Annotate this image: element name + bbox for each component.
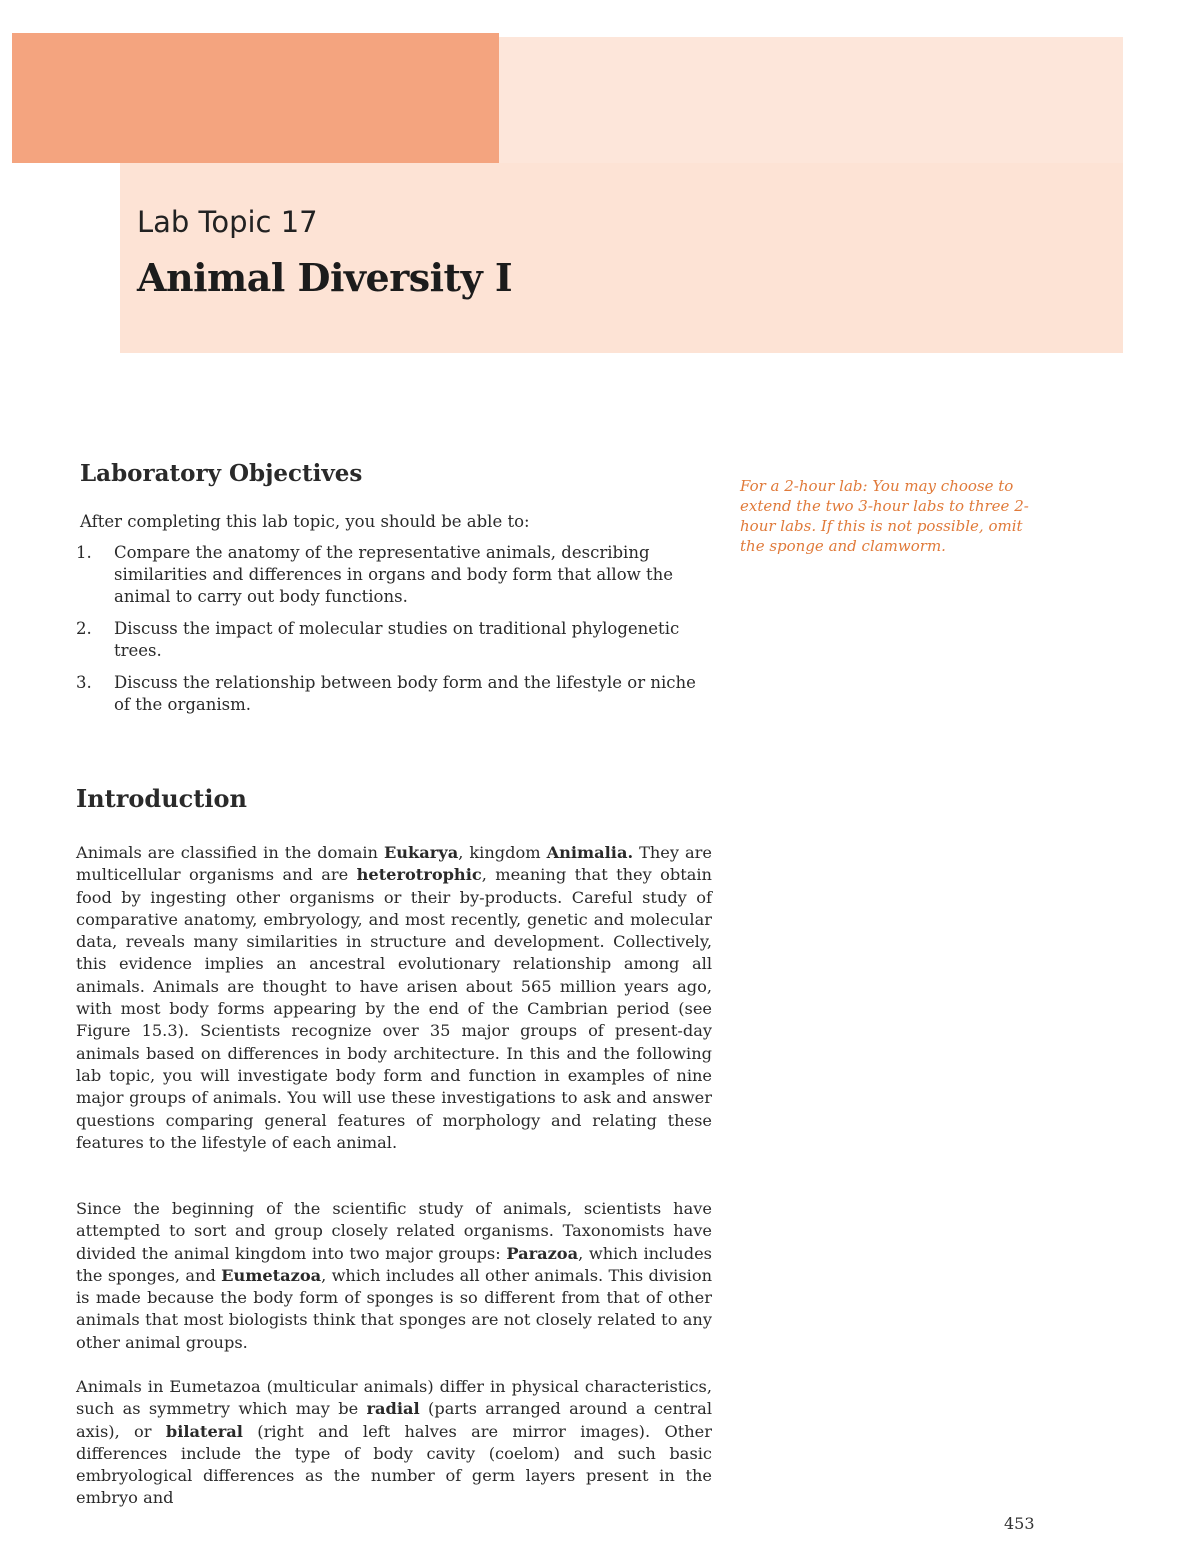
term-eumetazoa: Eumetazoa: [221, 1265, 322, 1285]
objective-number: 3.: [76, 673, 92, 692]
lab-topic-label: Lab Topic 17: [137, 205, 318, 239]
intro-paragraph-1: Animals are classified in the domain Eukarya, kingdom Animalia. They are multicellular organisms and are heterotrophic, meaning that they obtain food by ingesting other organisms or their by-products. Careful study of comparative anatomy, embryology, and most recently, genetic and molecular data, reveals many similarities in structure and development. Collectively, this evidence implies an ancestral evolutionary relationship among all animals. Animals are thought to have arisen about 565 million years ago, with most body forms appearing by the end of the Cambrian period (see Figure 15.3). Scientists recognize over 35 major groups of present-day animals based on differences in body architecture. In this and the following lab topic, you will investigate body form and function in examples of nine major groups of animals. You will use these investigations to ask and answer questions comparing general features of morphology and relating these features to the lifestyle of each animal.: [76, 843, 712, 1152]
objective-item: [76, 542, 716, 608]
intro-paragraph-2: Since the beginning of the scientific study of animals, scientists have attempted to sort and group closely related organisms. Taxonomists have divided the animal kingdom into two major groups: Parazoa, which includes the sponges, and Eumetazoa, which includes all other animals. This division is made because the body form of sponges is so different from that of other animals that most biologists think that sponges are not closely related to any other animal groups.: [76, 1199, 712, 1352]
intro-paragraph-3: Animals in Eumetazoa (multicular animals) differ in physical characteristics, such as symmetry which may be radial (parts arranged around a central axis), or bilateral (right and left halves are mirror images). Other differences include the type of body cavity (coelom) and such basic embryological differences as the number of germ layers present in the embryo and: [76, 1377, 712, 1508]
objective-text: Discuss the relationship between body form and the lifestyle or niche of the organism.: [114, 673, 696, 714]
objective-text: Compare the anatomy of the representative animals, describing similarities and differences in organs and body form that allow the animal to carry out body functions.: [114, 543, 674, 606]
objective-item: [76, 618, 716, 662]
term-bilateral: bilateral: [165, 1421, 243, 1441]
term-radial: radial: [366, 1399, 420, 1419]
objective-number: 2.: [76, 619, 92, 638]
page-title: Animal Diversity I: [137, 255, 513, 300]
header-band-light-top: [499, 37, 1123, 163]
header-band-accent: [12, 33, 499, 163]
objectives-list: [76, 542, 716, 726]
page-number: 453: [1004, 1514, 1035, 1533]
objectives-lead: After completing this lab topic, you should be able to:: [80, 512, 530, 531]
objective-text: Discuss the impact of molecular studies on traditional phylogenetic trees.: [114, 619, 680, 660]
term-heterotrophic: heterotrophic: [356, 865, 482, 885]
objectives-heading: Laboratory Objectives: [80, 460, 363, 487]
objective-number: 1.: [76, 543, 92, 562]
introduction-heading: Introduction: [76, 784, 247, 813]
term-eukarya: Eukarya: [383, 843, 459, 862]
instructor-side-note: For a 2-hour lab: You may choose to extend the two 3-hour labs to three 2-hour labs. If this is not possible, omit the sponge and clamworm.: [740, 477, 1029, 555]
objective-item: [76, 672, 716, 716]
term-parazoa: Parazoa: [506, 1243, 579, 1263]
term-animalia: Animalia.: [546, 843, 634, 862]
